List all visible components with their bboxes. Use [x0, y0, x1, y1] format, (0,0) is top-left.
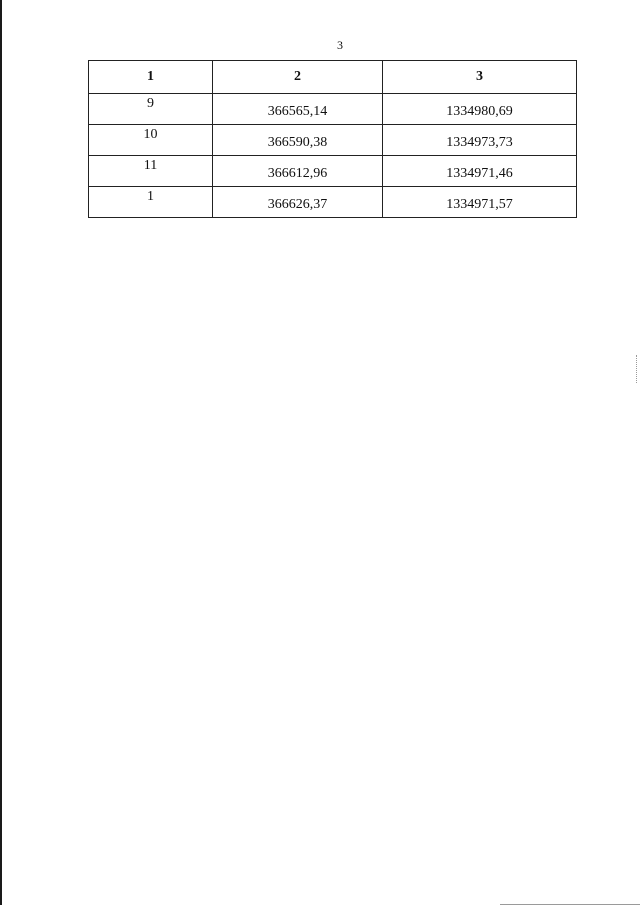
table-header-row — [89, 61, 577, 94]
point-number-cell — [89, 94, 213, 125]
column-header-2: 2 — [213, 61, 383, 94]
point-number: 10 — [143, 127, 158, 142]
point-number: 9 — [147, 96, 154, 111]
x-coordinate-cell — [213, 125, 383, 156]
y-coordinate-cell — [383, 187, 577, 218]
x-coordinate-cell — [213, 187, 383, 218]
point-number-cell — [89, 187, 213, 218]
scan-right-speck — [636, 355, 638, 383]
point-number-cell — [89, 125, 213, 156]
y-coordinate: 1334980,69 — [446, 104, 513, 119]
table-row — [89, 187, 577, 218]
column-header-1: 1 — [89, 61, 213, 94]
table-row — [89, 94, 577, 125]
y-coordinate: 1334971,46 — [446, 166, 513, 181]
point-number-cell — [89, 156, 213, 187]
y-coordinate: 1334973,73 — [446, 135, 513, 150]
y-coordinate-cell — [383, 125, 577, 156]
point-number: 1 — [147, 189, 154, 204]
x-coordinate: 366565,14 — [267, 104, 328, 119]
column-header-3: 3 — [383, 61, 577, 94]
coordinates-table — [88, 60, 577, 218]
point-number: 11 — [143, 158, 158, 173]
x-coordinate: 366590,38 — [267, 135, 328, 150]
x-coordinate-cell — [213, 156, 383, 187]
x-coordinate: 366626,37 — [267, 197, 328, 212]
table-row — [89, 156, 577, 187]
scan-left-edge — [0, 0, 2, 905]
y-coordinate-cell — [383, 156, 577, 187]
page-number: 3 — [337, 38, 343, 52]
table-row — [89, 125, 577, 156]
y-coordinate: 1334971,57 — [446, 197, 513, 212]
y-coordinate-cell — [383, 94, 577, 125]
x-coordinate: 366612,96 — [267, 166, 328, 181]
x-coordinate-cell — [213, 94, 383, 125]
